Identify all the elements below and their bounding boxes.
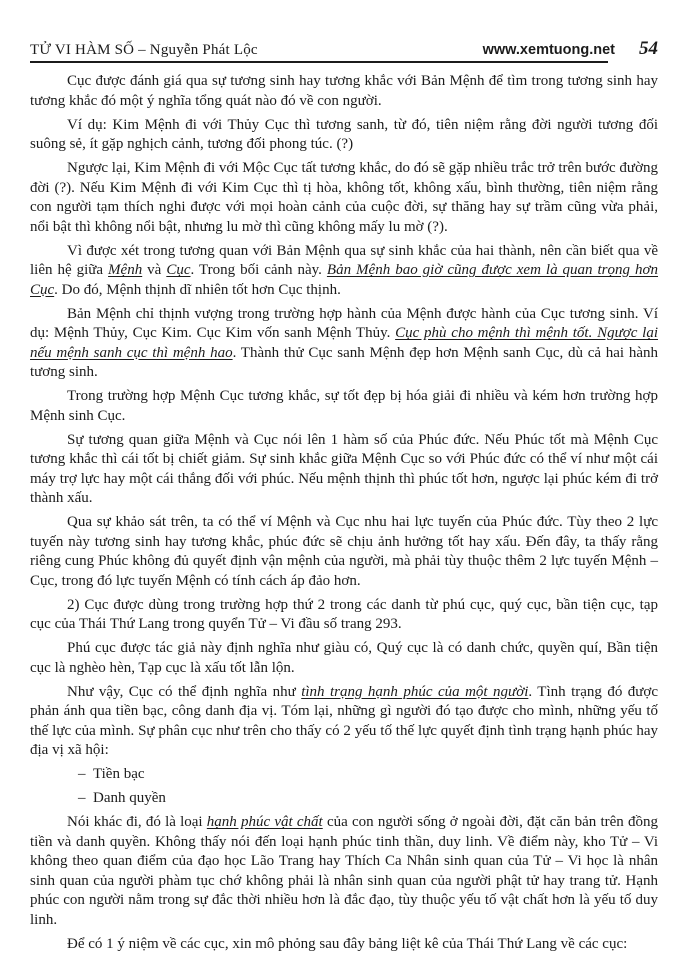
paragraph <box>30 513 658 591</box>
paragraph <box>30 242 658 301</box>
text-run: Phú cục được tác giả này định nghĩa như giàu có, Quý cục là có danh chức, quyền quí, Bần tiện cục là nghèo hèn, Tạp cục là xấu tốt lẫn lộn. <box>30 640 658 676</box>
text-run: . Thành thử Cục sanh Mệnh đẹp hơn Mệnh sanh Cục, dù cả hai hành tương sinh. <box>30 344 658 380</box>
list-item <box>78 765 658 785</box>
text-run: Vì được xét trong tương quan với Bản Mệnh qua sự sinh khắc của hai thành, nên cần biết qua về liên hệ giữa <box>30 242 658 278</box>
text-run: và <box>142 262 167 278</box>
paragraph <box>30 72 658 111</box>
emphasized-text: Cục phù cho mệnh thì mệnh tốt. Ngược lại nếu mệnh sanh cục thì mệnh hao <box>30 325 659 361</box>
paragraph <box>30 639 658 678</box>
emphasized-text: Mệnh <box>108 262 143 278</box>
page-number: 54 <box>639 38 658 59</box>
paragraph <box>30 159 658 237</box>
paragraph <box>30 813 658 930</box>
bullet-dash: – <box>78 790 93 806</box>
paragraph <box>30 935 658 955</box>
book-title: TỬ VI HÀM SỐ – Nguyễn Phát Lộc <box>30 42 258 58</box>
text-run: Để có 1 ý niệm về các cục, xin mô phỏng sau đây bảng liệt kê của Thái Thứ Lang về các cục: <box>67 935 628 952</box>
emphasized-text: hạnh phúc vật chất <box>206 814 323 830</box>
list-item <box>78 789 658 809</box>
header-rule <box>30 61 608 63</box>
text-run: của con người sống ở ngoài đời, đặt căn bản trên đồng tiền và danh quyền. Không thấy nói đến loại hạnh phúc tinh thần, duy linh. Về điểm này, kho Tử – Vi không theo quan điểm của đạo học Lão Trang hay Thích Ca Nhân sinh quan của Tử – Vi học là nhân sinh quan của người phàm tục chớ không phải là nhân sinh quan của người phật tử hay trang tử. Hạnh phúc con người nằm trong sự đắc thời nhiều hơn là đắc đạo, tùy thuộc yếu tố vật chất hơn là yếu tố duy linh. <box>30 814 658 928</box>
text-run: Nói khác đi, đó là loại <box>67 814 207 830</box>
page-header <box>30 38 658 60</box>
paragraph <box>30 683 658 761</box>
text-run: . Tình trạng đó được phản ánh qua tiền bạc, công danh địa vị. Tóm lại, những gì người đó tạo được cho mình, những yếu tố thế lực của mình. Sự phân cục như trên cho thấy có 2 yếu tố thế lực quyết định tình trạng hạnh phúc hay địa vị xã hội: <box>30 683 658 758</box>
emphasized-text: Cục <box>166 262 191 278</box>
bullet-dash: – <box>78 766 93 782</box>
text-run: Sự tương quan giữa Mệnh và Cục nói lên 1 hàm số của Phúc đức. Nếu Phúc tốt mà Mệnh Cục tương khắc thì cái tốt bị chiết giảm. Sự sinh khắc giữa Mệnh Cục so với Phúc đức có thể ví như một cái máy trợ lực hay một cái thắng đối với phúc. Nếu mệnh thịnh thì phúc tốt hơn, ngược lại phúc kém đi trở thành xấu. <box>30 431 658 506</box>
text-run: Ngược lại, Kim Mệnh đi với Mộc Cục tất tương khắc, do đó sẽ gặp nhiều trắc trở trên bước đường đời (?). Nếu Kim Mệnh đi với Kim Cục thì tị hòa, không tốt, không xấu, bình thường, tiên niệm rằng con người tạm thích nghi được với mọi hoàn cảnh của cuộc đời, sự thăng hay sự trầm cũng vừa phải, nổi bật thì không nổi bật, nhưng lu mờ thì cũng không mấy lu mờ (?). <box>30 160 658 235</box>
text-run: Như vậy, Cục có thể định nghĩa như <box>67 683 302 700</box>
text-run: Danh quyền <box>93 790 166 806</box>
paragraph <box>30 305 658 383</box>
emphasized-text: Bản Mệnh bao giờ cũng được xem là quan trọng hơn Cục <box>30 262 659 298</box>
website-label: www.xemtuong.net <box>482 42 615 58</box>
emphasized-text: tình trạng hạnh phúc của một người <box>301 683 529 700</box>
text-run: Cục được đánh giá qua sự tương sinh hay tương khắc với Bản Mệnh để tìm trong tương sinh hay tương khắc đó một ý nghĩa tổng quát nào đó về con người. <box>30 73 658 109</box>
text-run: . Trong bối cảnh này. <box>190 262 327 278</box>
text-run: Bản Mệnh chỉ thịnh vượng trong trường hợp hành của Mệnh được hành của Cục tương sinh. Ví dụ: Mệnh Thủy, Cục Kim. Cục Kim vốn sanh Mệnh Thủy. <box>30 305 658 341</box>
text-run: Tiền bạc <box>93 766 145 782</box>
text-run: Qua sự khảo sát trên, ta có thể ví Mệnh và Cục nhu hai lực tuyến của Phúc đức. Tùy theo 2 lực tuyến này tương sinh hay tương khắc, phúc đức sẽ chịu ảnh hưởng tốt hay xấu. Đến đây, ta thấy rằng riêng cung Phúc không đủ quyết định vận mệnh của người, mà phải tùy thuộc thêm 2 lực tuyến Mệnh – Cục, trong đó lực tuyến Mệnh có tính cách áp đảo hơn. <box>30 514 658 589</box>
text-run: 2) Cục được dùng trong trường hợp thứ 2 trong các danh từ phú cục, quý cục, bần tiện cục, tạp cục của Thái Thứ Lang trong quyển Tử – Vi đầu số trang 293. <box>30 596 658 632</box>
text-run: Ví dụ: Kim Mệnh đi với Thủy Cục thì tương sanh, từ đó, tiên niệm rằng đời người tương đối suông sẻ, ít gặp nghịch cảnh, tương đối phong túc. (?) <box>30 116 658 152</box>
paragraph <box>30 116 658 155</box>
body-paragraphs <box>30 72 658 959</box>
paragraph <box>30 387 658 426</box>
paragraph <box>30 431 658 509</box>
paragraph <box>30 596 658 635</box>
text-run: . Do đó, Mệnh thịnh dĩ nhiên tốt hơn Cục thịnh. <box>54 281 341 298</box>
text-run: Trong trường hợp Mệnh Cục tương khắc, sự tốt đẹp bị hóa giải đi nhiều và kém hơn trường hợp Mệnh sinh Cục. <box>30 388 658 424</box>
